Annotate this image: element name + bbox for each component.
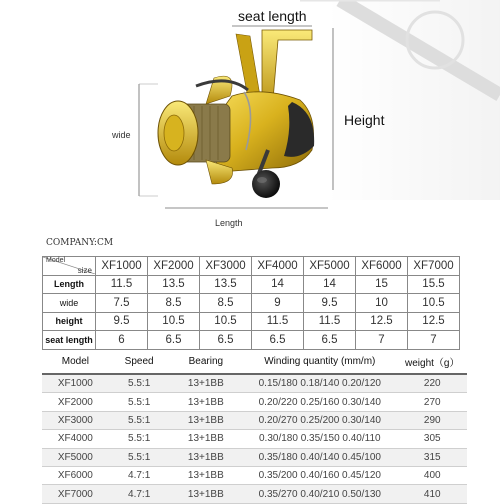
row-label: wide [43, 294, 96, 313]
model-header: XF6000 [356, 257, 408, 276]
winding-cell: 0.20/220 0.25/160 0.30/140 [242, 393, 397, 411]
row-label: seat length [43, 331, 96, 350]
model-cell: XF5000 [42, 448, 109, 466]
header-weight: weight（g） [398, 350, 468, 374]
height-label: Height [344, 112, 385, 128]
model-cell: XF3000 [42, 411, 109, 429]
model-cell: XF6000 [42, 466, 109, 484]
header-winding-quantity: Winding quantity (mm/m) [242, 350, 397, 374]
model-header: XF4000 [252, 257, 304, 276]
spec-cell: 10.5 [408, 294, 460, 313]
background-rod-graphic [300, 0, 500, 200]
speed-cell: 4.7:1 [109, 466, 170, 484]
spec-cell: 6.5 [148, 331, 200, 350]
spec-cell: 10 [356, 294, 408, 313]
model-cell: XF2000 [42, 393, 109, 411]
spec-row-height [43, 312, 460, 331]
spec-cell: 12.5 [408, 312, 460, 331]
spec-cell: 9 [252, 294, 304, 313]
winding-cell: 0.30/180 0.35/150 0.40/110 [242, 430, 397, 448]
weight-cell: 400 [398, 466, 468, 484]
spec-cell: 6.5 [200, 331, 252, 350]
seat-length-label: seat length [238, 8, 307, 24]
speed-cell: 5.5:1 [109, 374, 170, 393]
spec-row-length [43, 275, 460, 294]
spec-cell: 8.5 [148, 294, 200, 313]
model-header: XF1000 [96, 257, 148, 276]
bearing-cell: 13+1BB [170, 393, 243, 411]
bearing-cell: 13+1BB [170, 430, 243, 448]
weight-cell: 220 [398, 374, 468, 393]
model-cell: XF1000 [42, 374, 109, 393]
spec-cell: 15 [356, 275, 408, 294]
spec-cell: 6.5 [304, 331, 356, 350]
corner-size-label: size [77, 265, 92, 275]
spec-cell: 7 [408, 331, 460, 350]
model-cell: XF7000 [42, 485, 109, 503]
winding-cell: 0.35/200 0.40/160 0.45/120 [242, 466, 397, 484]
spec-cell: 12.5 [356, 312, 408, 331]
speed-cell: 5.5:1 [109, 393, 170, 411]
winding-cell: 0.20/270 0.25/200 0.30/140 [242, 411, 397, 429]
table-row [42, 448, 467, 466]
spec-cell: 14 [252, 275, 304, 294]
table-row [42, 485, 467, 503]
speed-cell: 5.5:1 [109, 411, 170, 429]
spec-cell: 9.5 [304, 294, 356, 313]
table-row [42, 430, 467, 448]
spec-cell: 11.5 [96, 275, 148, 294]
bearing-cell: 13+1BB [170, 374, 243, 393]
model-header: XF2000 [148, 257, 200, 276]
spec-cell: 7 [356, 331, 408, 350]
weight-cell: 410 [398, 485, 468, 503]
table-row [42, 393, 467, 411]
corner-model-label: Model [46, 257, 66, 264]
bearing-cell: 13+1BB [170, 466, 243, 484]
bearing-cell: 13+1BB [170, 411, 243, 429]
spec-cell: 11.5 [252, 312, 304, 331]
corner-cell [43, 257, 96, 276]
spec-cell: 8.5 [200, 294, 252, 313]
model-header: XF3000 [200, 257, 252, 276]
spec-cell: 13.5 [148, 275, 200, 294]
spec-header-row [43, 257, 460, 276]
company-label: COMPANY:CM [46, 238, 114, 248]
reel-illustration [0, 0, 500, 230]
spec-cell: 14 [304, 275, 356, 294]
spec-cell: 13.5 [200, 275, 252, 294]
spec-row-seat-length [43, 331, 460, 350]
weight-cell: 305 [398, 430, 468, 448]
spec-cell: 7.5 [96, 294, 148, 313]
weight-cell: 270 [398, 393, 468, 411]
bearing-cell: 13+1BB [170, 448, 243, 466]
spec-cell: 15.5 [408, 275, 460, 294]
reel-body [158, 30, 314, 198]
spec-cell: 11.5 [304, 312, 356, 331]
table-row [42, 466, 467, 484]
length-label: Length [215, 218, 243, 228]
header-speed: Speed [109, 350, 170, 374]
spec-cell: 10.5 [148, 312, 200, 331]
row-label: height [43, 312, 96, 331]
speed-cell: 5.5:1 [109, 430, 170, 448]
spec-row-wide [43, 294, 460, 313]
spec-cell: 6.5 [252, 331, 304, 350]
row-label: Length [43, 275, 96, 294]
winding-cell: 0.35/180 0.40/140 0.45/100 [242, 448, 397, 466]
winding-cell: 0.35/270 0.40/210 0.50/130 [242, 485, 397, 503]
spec-cell: 10.5 [200, 312, 252, 331]
spec-cell: 6 [96, 331, 148, 350]
perf-header-row [42, 350, 467, 374]
model-header: XF5000 [304, 257, 356, 276]
spec-cell: 9.5 [96, 312, 148, 331]
model-cell: XF4000 [42, 430, 109, 448]
table-row [42, 374, 467, 393]
bearing-cell: 13+1BB [170, 485, 243, 503]
wide-label: wide [112, 130, 131, 140]
reel-figure [0, 0, 500, 230]
dimension-spec-table [42, 256, 460, 350]
weight-cell: 290 [398, 411, 468, 429]
performance-spec-table [42, 350, 467, 504]
header-bearing: Bearing [170, 350, 243, 374]
weight-cell: 315 [398, 448, 468, 466]
winding-cell: 0.15/180 0.18/140 0.20/120 [242, 374, 397, 393]
header-model: Model [42, 350, 109, 374]
table-row [42, 411, 467, 429]
speed-cell: 5.5:1 [109, 448, 170, 466]
model-header: XF7000 [408, 257, 460, 276]
speed-cell: 4.7:1 [109, 485, 170, 503]
